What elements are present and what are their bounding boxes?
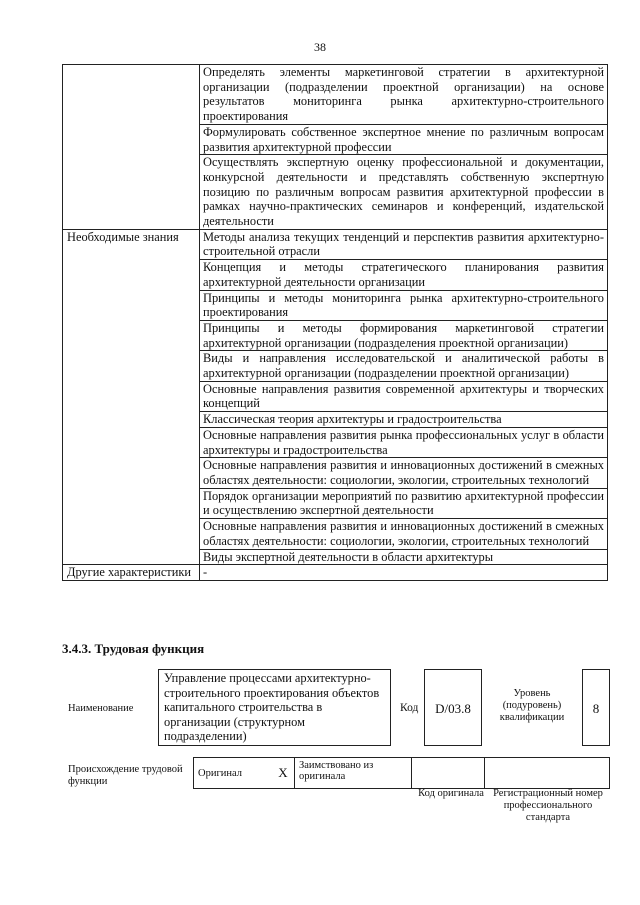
origin-table bbox=[193, 757, 610, 789]
function-name-field: Управление процессами архитектурно-строительного проектирования объектов капитального строительства в организации (структурном подразделении) bbox=[158, 669, 391, 746]
original-code-cell bbox=[412, 758, 485, 789]
row-label: Другие характеристики bbox=[63, 565, 200, 581]
row-label bbox=[63, 65, 200, 230]
row-description: Принципы и методы формирования маркетинговой стратегии архитектурной организации (подразделения проектной организации) bbox=[200, 320, 608, 350]
row-description: Основные направления развития рынка профессиональных услуг в области архитектуры и градостроительства bbox=[200, 427, 608, 457]
row-description: - bbox=[200, 565, 608, 581]
borrowed-cell: Заимствовано из оригинала bbox=[295, 758, 412, 789]
row-description: Виды экспертной деятельности в области архитектуры bbox=[200, 549, 608, 565]
page-number: 38 bbox=[314, 40, 326, 54]
row-description: Порядок организации мероприятий по развитию архитектурной профессии и осуществлению экспертной деятельности bbox=[200, 488, 608, 518]
caption-code: Код оригинала bbox=[418, 788, 484, 799]
function-code-field: D/03.8 bbox=[424, 669, 482, 746]
row-description: Основные направления развития и инновационных достижений в смежных областях деятельности: социологии, экологии, строительных технологий bbox=[200, 519, 608, 549]
row-description: Концепция и методы стратегического планирования развития архитектурной деятельности организации bbox=[200, 260, 608, 290]
row-label: Необходимые знания bbox=[63, 229, 200, 564]
original-mark: X bbox=[272, 758, 295, 789]
skills-table bbox=[62, 64, 608, 581]
table-row bbox=[63, 65, 608, 125]
table-row bbox=[63, 229, 608, 259]
registration-number-cell bbox=[485, 758, 610, 789]
origin-label: Происхождение трудовой функции bbox=[68, 764, 183, 787]
row-description: Определять элементы маркетинговой стратегии в архитектурной организации (подразделении проектной организации) на основе результатов мониторинга рынка архитектурно-строительного проектирования bbox=[200, 65, 608, 125]
row-description: Основные направления развития современной архитектуры и творческих концепций bbox=[200, 381, 608, 411]
row-description: Методы анализа текущих тенденций и перспектив развития архитектурно-строительной отрасли bbox=[200, 229, 608, 259]
caption-registration: Регистрационный номер профессионального стандарта bbox=[493, 788, 603, 823]
row-description: Принципы и методы мониторинга рынка архитектурно-строительного проектирования bbox=[200, 290, 608, 320]
table-row bbox=[63, 565, 608, 581]
row-description: Формулировать собственное экспертное мнение по различным вопросам развития архитектурной профессии bbox=[200, 124, 608, 154]
qualification-level-field: 8 bbox=[582, 669, 610, 746]
row-description: Осуществлять экспертную оценку профессиональной и документации, конкурсной деятельности и представлять собственную экспертную позицию по различным вопросам развития архитектурной профессии в рамках научно-практических семинаров и конференций, издательской деятельности bbox=[200, 155, 608, 230]
row-description: Основные направления развития и инновационных достижений в смежных областях деятельности: социологии, экологии, строительных технологий bbox=[200, 458, 608, 488]
section-title: 3.4.3. Трудовая функция bbox=[62, 641, 205, 656]
original-cell: Оригинал bbox=[194, 758, 273, 789]
name-label: Наименование bbox=[68, 703, 134, 714]
row-description: Классическая теория архитектуры и градостроительства bbox=[200, 412, 608, 428]
code-label: Код bbox=[400, 702, 419, 714]
level-label: Уровень (подуровень) квалификации bbox=[499, 688, 565, 723]
row-description: Виды и направления исследовательской и аналитической работы в архитектурной организации (подразделении проектной организации) bbox=[200, 351, 608, 381]
